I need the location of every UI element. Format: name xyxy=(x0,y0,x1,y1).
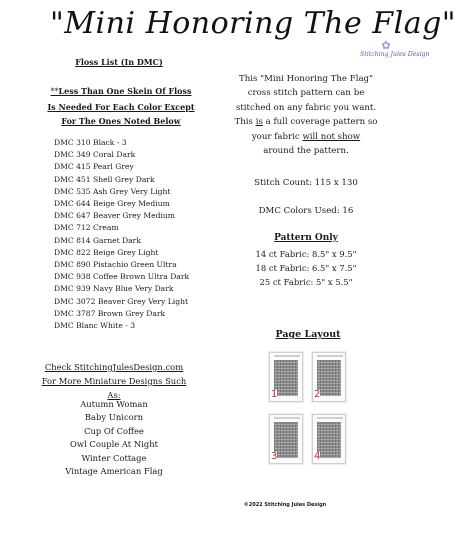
pattern-thumbnail xyxy=(274,422,298,458)
description-text: a full coverage pattern so xyxy=(262,117,378,128)
floss-item: DMC 938 Coffee Brown Ultra Dark xyxy=(54,272,190,282)
colors-used: DMC Colors Used: 16 xyxy=(258,206,354,216)
page-title: "Mini Honoring The Flag" xyxy=(50,6,456,41)
fabric-size: 18 ct Fabric: 6.5" x 7.5" xyxy=(255,263,357,274)
page-number: 2 xyxy=(314,389,321,400)
description-line: cross stitch pattern can be xyxy=(247,88,365,99)
copyright: ©2022 Stitching Jules Design xyxy=(243,502,327,508)
floss-item: DMC 644 Beige Grey Medium xyxy=(54,199,170,209)
floss-note-stars: ** xyxy=(50,87,59,96)
fabric-size: 14 ct Fabric: 8.5" x 9.5" xyxy=(255,249,357,259)
design-item: Vintage American Flag xyxy=(65,466,163,477)
description-line: around the pattern. xyxy=(263,146,349,157)
pattern-thumbnail xyxy=(317,360,341,396)
floss-item: DMC 712 Cream xyxy=(54,223,119,233)
floss-item: DMC 814 Garnet Dark xyxy=(54,235,141,245)
brand-logo xyxy=(360,39,430,59)
description-line: stitched on any fabric you want. xyxy=(235,102,377,113)
design-list xyxy=(34,398,194,478)
pattern-thumbnail xyxy=(274,360,298,396)
description-line xyxy=(226,130,386,144)
thumbnail-title xyxy=(317,355,343,357)
pattern-description xyxy=(226,72,386,158)
description-text: your fabric xyxy=(251,131,303,142)
description-emphasis: will not show xyxy=(302,131,361,142)
design-item: Winter Cottage xyxy=(81,452,147,463)
flower-icon: ✿ xyxy=(381,39,391,52)
floss-item: DMC 310 Black - 3 xyxy=(54,138,127,147)
design-item: Baby Unicorn xyxy=(84,412,144,423)
website-callout xyxy=(34,361,194,402)
floss-item: DMC 647 Beaver Grey Medium xyxy=(54,211,175,221)
brand-name: Stitching Jules Design xyxy=(360,51,430,58)
thumbnail-title xyxy=(274,417,300,419)
description-line: This "Mini Honoring The Flag" xyxy=(238,74,374,84)
floss-item: DMC 939 Navy Blue Very Dark xyxy=(54,284,174,294)
website-link[interactable]: Check StitchingJulesDesign.com xyxy=(44,362,184,372)
floss-item: DMC Blanc White - 3 xyxy=(54,321,136,331)
fabric-sizes xyxy=(226,247,386,290)
design-item: Autumn Woman xyxy=(80,399,148,409)
description-emphasis: is xyxy=(255,117,263,128)
description-text: This xyxy=(234,117,256,128)
floss-item: DMC 890 Pistachio Green Ultra xyxy=(54,260,177,270)
pattern-thumbnail xyxy=(317,422,341,458)
floss-item: DMC 3787 Brown Grey Dark xyxy=(54,308,166,318)
page-layout-grid xyxy=(269,352,347,466)
pattern-only-heading: Pattern Only xyxy=(274,233,338,243)
floss-item: DMC 415 Pearl Grey xyxy=(54,162,134,172)
page-layout-heading: Page Layout xyxy=(275,329,341,340)
floss-list-heading: Floss List (In DMC) xyxy=(75,57,163,67)
floss-item: DMC 535 Ash Grey Very Light xyxy=(54,186,171,196)
description-line xyxy=(226,115,386,129)
design-item: Owl Couple At Night xyxy=(70,439,158,450)
design-item: Cup Of Coffee xyxy=(84,425,144,436)
thumbnail-title xyxy=(317,417,343,419)
floss-item: DMC 349 Coral Dark xyxy=(54,150,136,160)
fabric-size: 25 ct Fabric: 5" x 5.5" xyxy=(259,277,353,288)
floss-item: DMC 3072 Beaver Grey Very Light xyxy=(54,296,189,306)
floss-list xyxy=(54,137,214,332)
thumbnail-title xyxy=(274,355,300,357)
floss-item: DMC 451 Shell Grey Dark xyxy=(54,174,155,184)
stitch-count: Stitch Count: 115 x 130 xyxy=(254,178,358,188)
page-number: 3 xyxy=(271,451,278,462)
floss-note xyxy=(46,84,196,129)
page-number: 1 xyxy=(271,389,278,400)
floss-item: DMC 822 Beige Grey Light xyxy=(54,247,159,257)
website-callout-line: For More Miniature Designs Such As: xyxy=(41,375,187,400)
page-number: 4 xyxy=(314,451,321,462)
floss-note-text: Less Than One Skein Of Floss Is Needed For Each Color Except For The Ones Noted Below xyxy=(47,86,195,126)
